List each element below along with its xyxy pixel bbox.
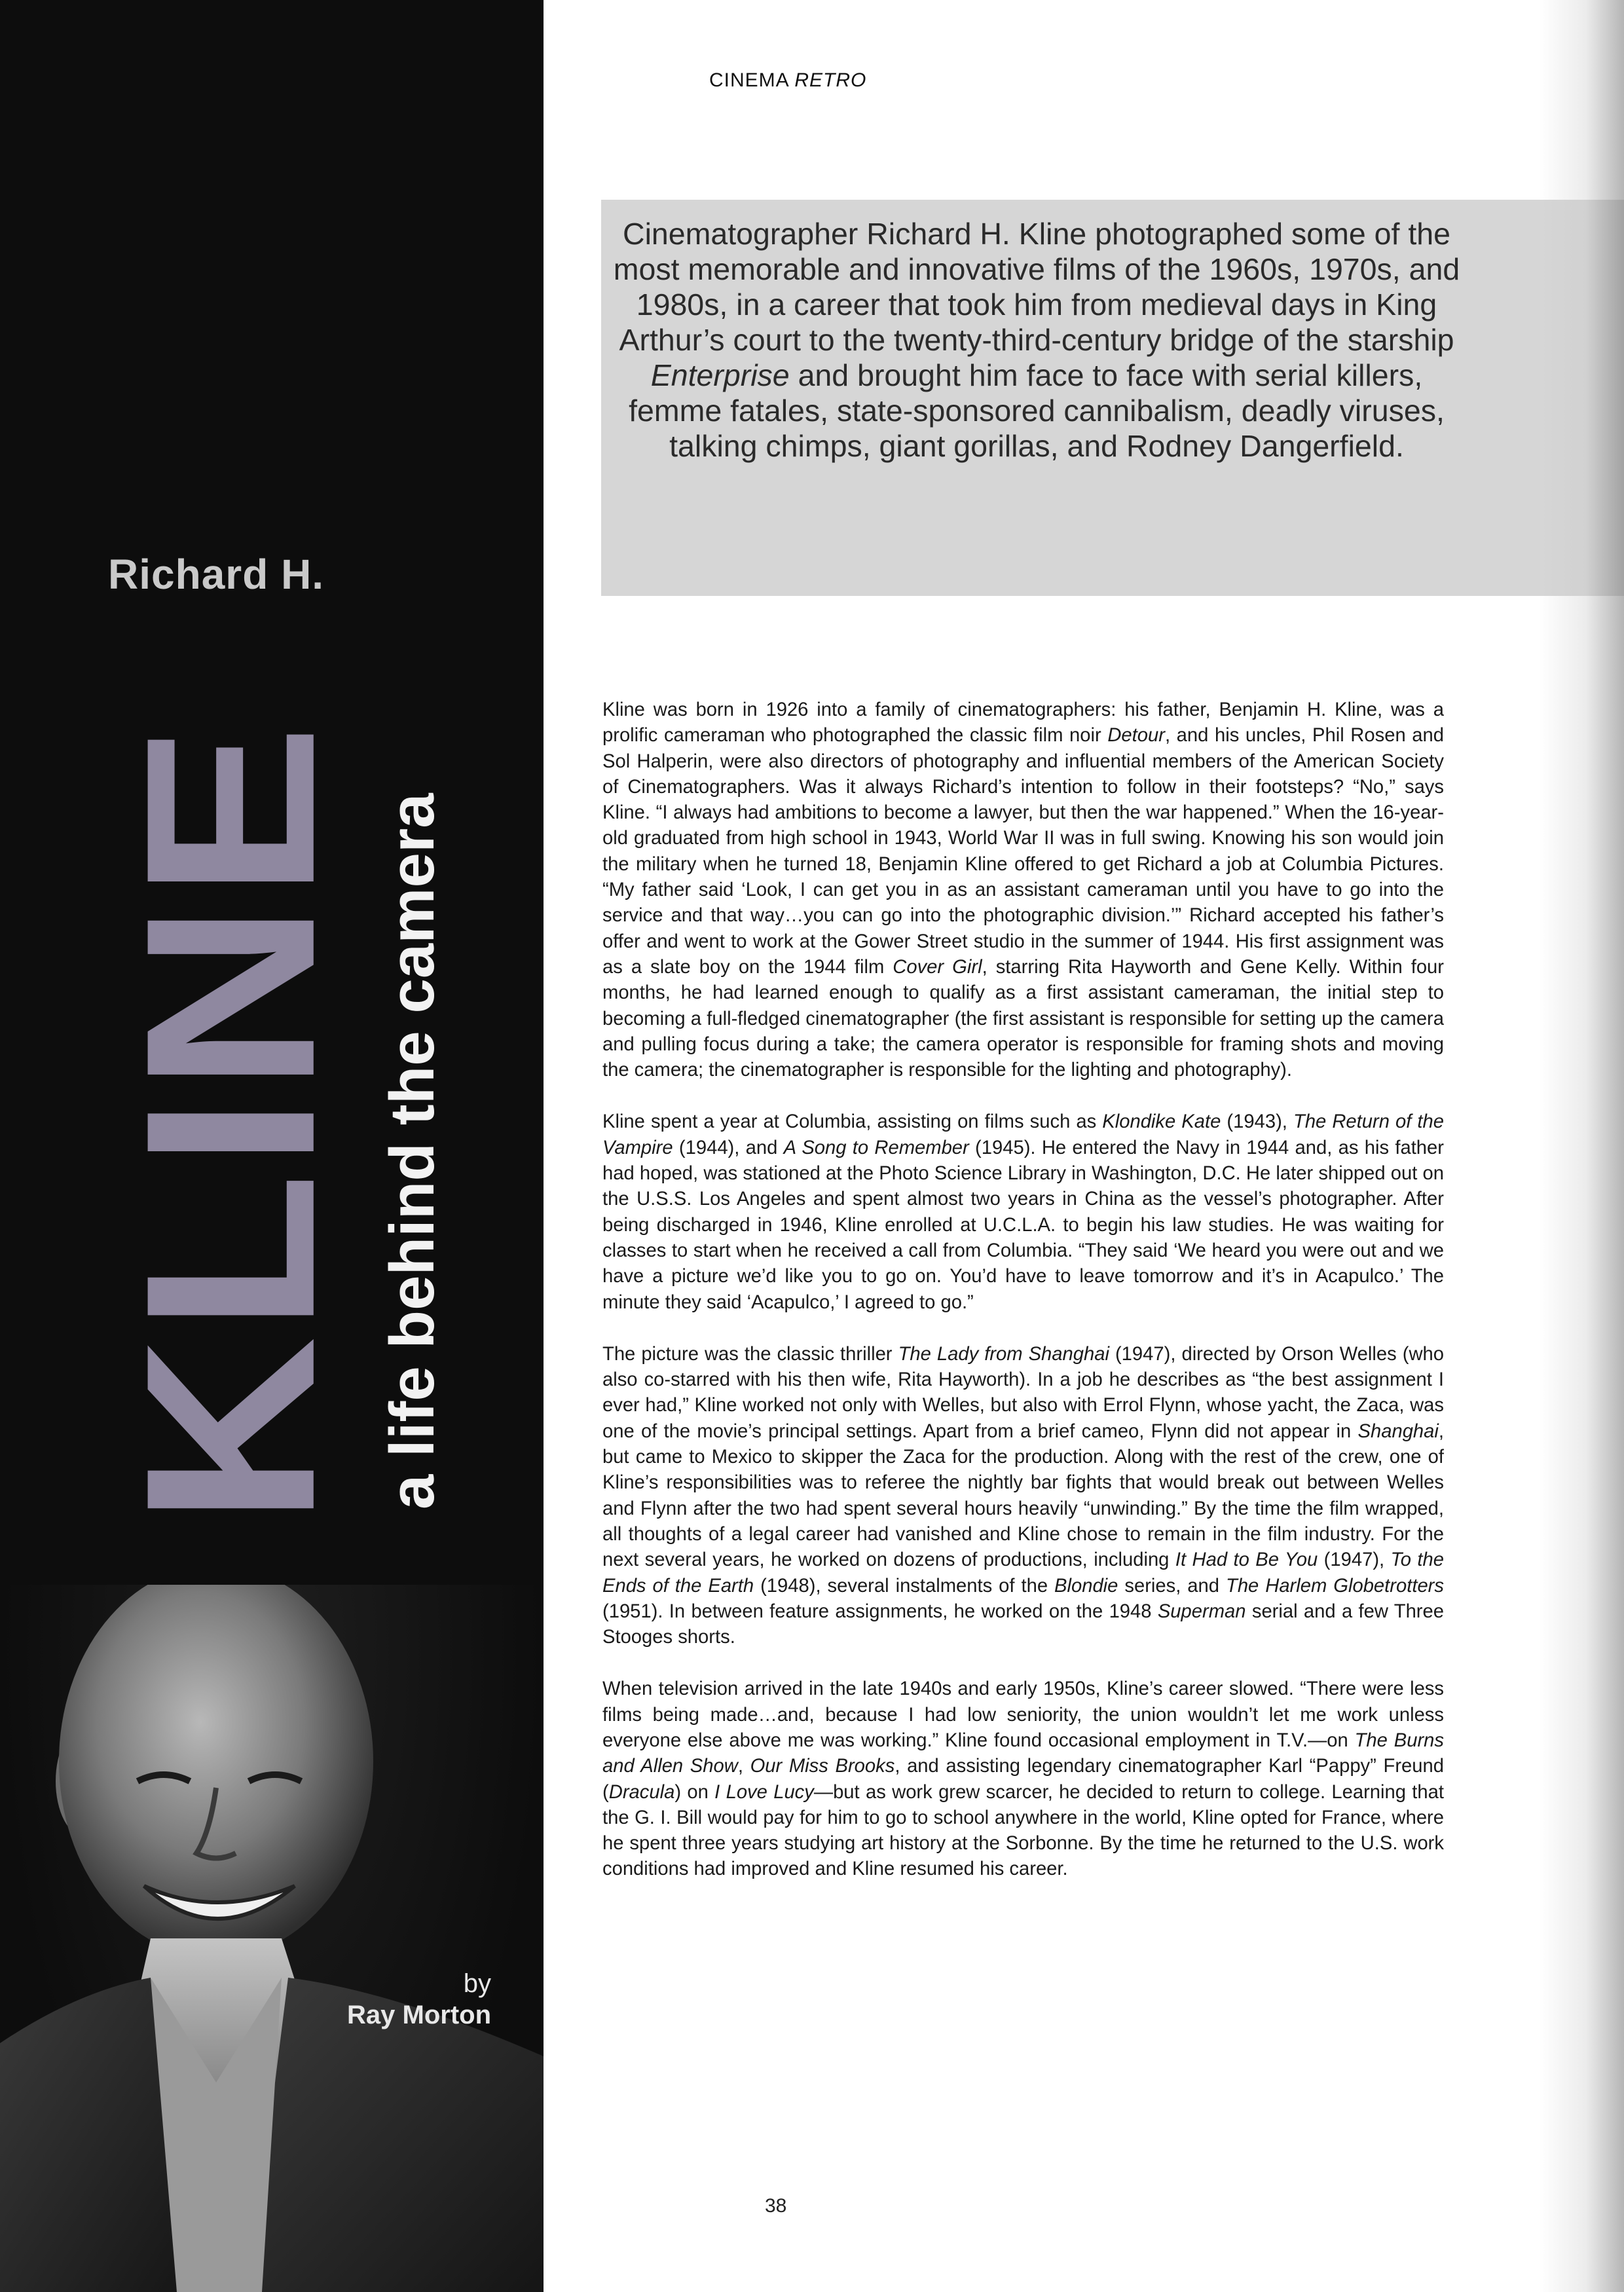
article-subtitle: a life behind the camera [377,793,447,1509]
byline-author: Ray Morton [347,2001,491,2029]
pull-quote-text-1: Cinematographer Richard H. Kline photographed some of the most memorable and innovative films of the 1960s, 1970s, and 1980s, in a career that took him from medieval days in King Arthur’s court to the twenty-third-century bridge of the starship [613,217,1460,357]
byline-by: by [463,1969,491,1998]
title-kicker: Richard H. [108,551,325,598]
magazine-name-emph: RETRO [794,69,867,91]
running-head [709,69,866,92]
paragraph-3: The picture was the classic thriller The Lady from Shanghai (1947), directed by Orson Welles (who also co-starred with his then wife, Rita Hayworth). In a job he describes as “the best assignment I ever had,” Kline worked not only with Welles, but also with Errol Flynn, whose yacht, the Zaca, was one of the movie’s principal settings. Apart from a brief cameo, Flynn did not appear in Shanghai, but came to Mexico to skipper the Zaca for the production. Along with the rest of the crew, one of Kline’s responsibilities was to referee the nightly bar fights that would break out between Welles and Flynn after the two had spent several hours heavily “unwinding.” By the time the film wrapped, all thoughts of a legal career had vanished and Kline chose to remain in the film industry. For the next several years, he worked on dozens of productions, including It Had to Be You (1947), To the Ends of the Earth (1948), several instalments of the Blondie series, and The Harlem Globetrotters (1951). In between feature assignments, he worked on the 1948 Superman serial and a few Three Stooges shorts. [602,1343,1445,1648]
pull-quote-text-2: and brought him face to face with serial killers, femme fatales, state-sponsored cannibalism, deadly viruses, talking chimps, giant gorillas, and Rodney Dangerfield. [629,358,1445,463]
pull-quote-emphasis: Enterprise [650,358,790,392]
article-title: KLINE [95,720,365,1526]
sidebar-panel [0,0,544,2292]
article-body [602,697,1444,1909]
paragraph-1: Kline was born in 1926 into a family of cinematographers: his father, Benjamin H. Kline, was a prolific cameraman who photographed the classic film noir Detour, and his uncles, Phil Rosen and Sol Halperin, were also directors of photography and influential members of the American Society of Cinematographers. Was it always Richard’s intention to follow in their footsteps? “No,” says Kline. “I always had ambitions to become a lawyer, but then the war happened.” When the 16-year-old graduated from high school in 1943, World War II was in full swing. Knowing his son would join the military when he turned 18, Benjamin Kline offered to get Richard a job at Columbia Pictures. “My father said ‘Look, I can get you in as an assistant cameraman until you have to go into the service and that way…you can go into the photographic division.’” Richard accepted his father’s offer and went to work at the Gower Street studio in the summer of 1944. His first assignment was as a slate boy on the 1944 film Cover Girl, starring Rita Hayworth and Gene Kelly. Within four months, he had learned enough to qualify as a first assistant cameraman, the initial step to becoming a full-fledged cinematographer (the first assistant is responsible for setting up the camera and pulling focus during a take; the camera operator is responsible for framing shots and moving the camera; the cinematographer is responsible for the lighting and photography). [602,699,1445,1081]
paragraph-2: Kline spent a year at Columbia, assisting on films such as Klondike Kate (1943), The Return of the Vampire (1944), and A Song to Remember (1945). He entered the Navy in 1944 and, as his father had hoped, was stationed at the Photo Science Library in Washington, D.C. He later shipped out on the U.S.S. Los Angeles and spent almost two years in China as the vessel’s photographer. After being discharged in 1946, Kline enrolled at U.C.L.A. to begin his law studies. He was waiting for classes to start when he received a call from Columbia. “They said ‘We heard you were out and we have a picture we’d like you to go on. You’d have to leave tomorrow and it’s in Acapulco.’ The minute they said ‘Acapulco,’ I agreed to go.” [602,1111,1444,1313]
byline [347,1968,491,2031]
magazine-name: CINEMA [709,69,795,91]
portrait-photo [0,1585,544,2292]
pull-quote [601,216,1472,464]
page-number: 38 [765,2195,787,2217]
paragraph-4: When television arrived in the late 1940s and early 1950s, Kline’s career slowed. “There were less films being made…and, because I had low seniority, the union wouldn’t let me work unless everyone else above me was working.” Kline found occasional employment in T.V.—on The Burns and Allen Show, Our Miss Brooks, and assisting legendary cinematographer Karl “Pappy” Freund (Dracula) on I Love Lucy—but as work grew scarcer, he decided to return to college. Learning that the G. I. Bill would pay for him to go to school anywhere in the world, Kline opted for France, where he spent three years studying art history at the Sorbonne. By the time he returned to the U.S. work conditions had improved and Kline resumed his career. [602,1678,1444,1880]
